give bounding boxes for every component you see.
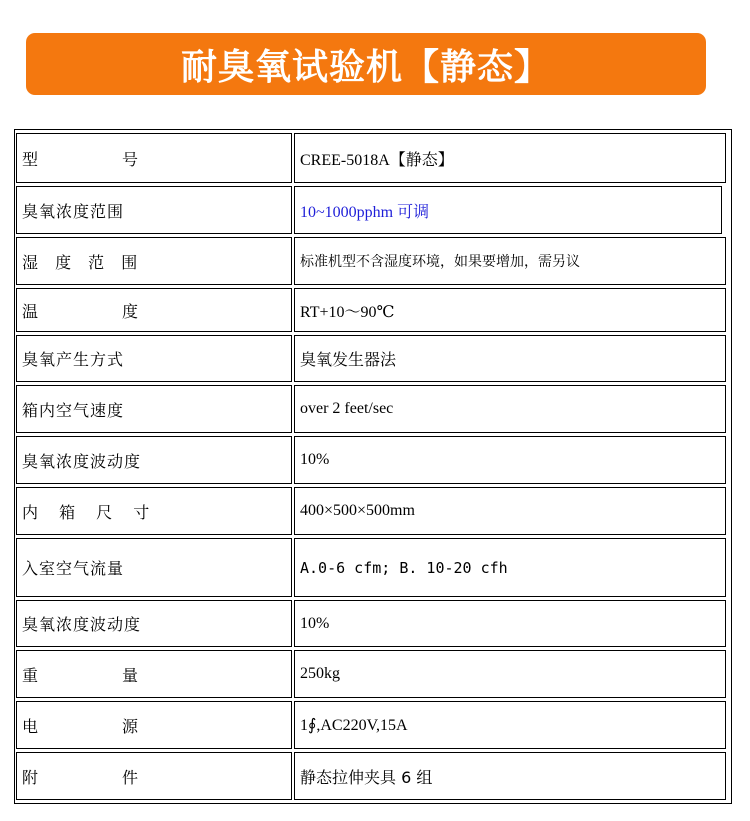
spec-label-accessories: 附 件 xyxy=(16,752,292,800)
spec-value-ozone-range: 10~1000pphm 可调 xyxy=(294,186,722,234)
spec-label-ozone-generation: 臭氧产生方式 xyxy=(16,335,292,382)
spec-label-model: 型 号 xyxy=(16,133,292,183)
spec-value-temperature: RT+10～90℃ xyxy=(294,288,726,332)
spec-label-weight: 重 量 xyxy=(16,650,292,698)
spec-value-ozone-generation: 臭氧发生器法 xyxy=(294,335,726,382)
spec-value-inner-size: 400×500×500mm xyxy=(294,487,726,535)
spec-value-humidity-range: 标准机型不含湿度环境，如果要增加，需另议 xyxy=(294,237,726,285)
spec-value-air-flow: A.0-6 cfm; B. 10-20 cfh xyxy=(294,538,726,597)
spec-value-accessories: 静态拉伸夹具 6 组 xyxy=(294,752,726,800)
spec-value-model: CREE-5018A【静态】 xyxy=(294,133,726,183)
title-banner xyxy=(26,33,706,95)
spec-label-inner-size: 内 箱 尺 寸 xyxy=(16,487,292,535)
spec-value-weight: 250kg xyxy=(294,650,726,698)
spec-label-ozone-fluctuation: 臭氧浓度波动度 xyxy=(16,436,292,484)
spec-label-air-speed: 箱内空气速度 xyxy=(16,385,292,433)
spec-value-ozone-fluctuation-2: 10% xyxy=(294,600,726,647)
spec-label-power: 电 源 xyxy=(16,701,292,749)
spec-label-temperature: 温 度 xyxy=(16,288,292,332)
spec-label-humidity-range: 湿 度 范 围 xyxy=(16,237,292,285)
spec-label-ozone-fluctuation-2: 臭氧浓度波动度 xyxy=(16,600,292,647)
spec-value-air-speed: over 2 feet/sec xyxy=(294,385,726,433)
spec-label-ozone-range: 臭氧浓度范围 xyxy=(16,186,292,234)
page-title: 耐臭氧试验机【静态】 xyxy=(180,46,551,88)
spec-label-air-flow: 入室空气流量 xyxy=(16,538,292,597)
spec-value-ozone-fluctuation: 10% xyxy=(294,436,726,484)
spec-value-power: 1∮,AC220V,15A xyxy=(294,701,726,749)
